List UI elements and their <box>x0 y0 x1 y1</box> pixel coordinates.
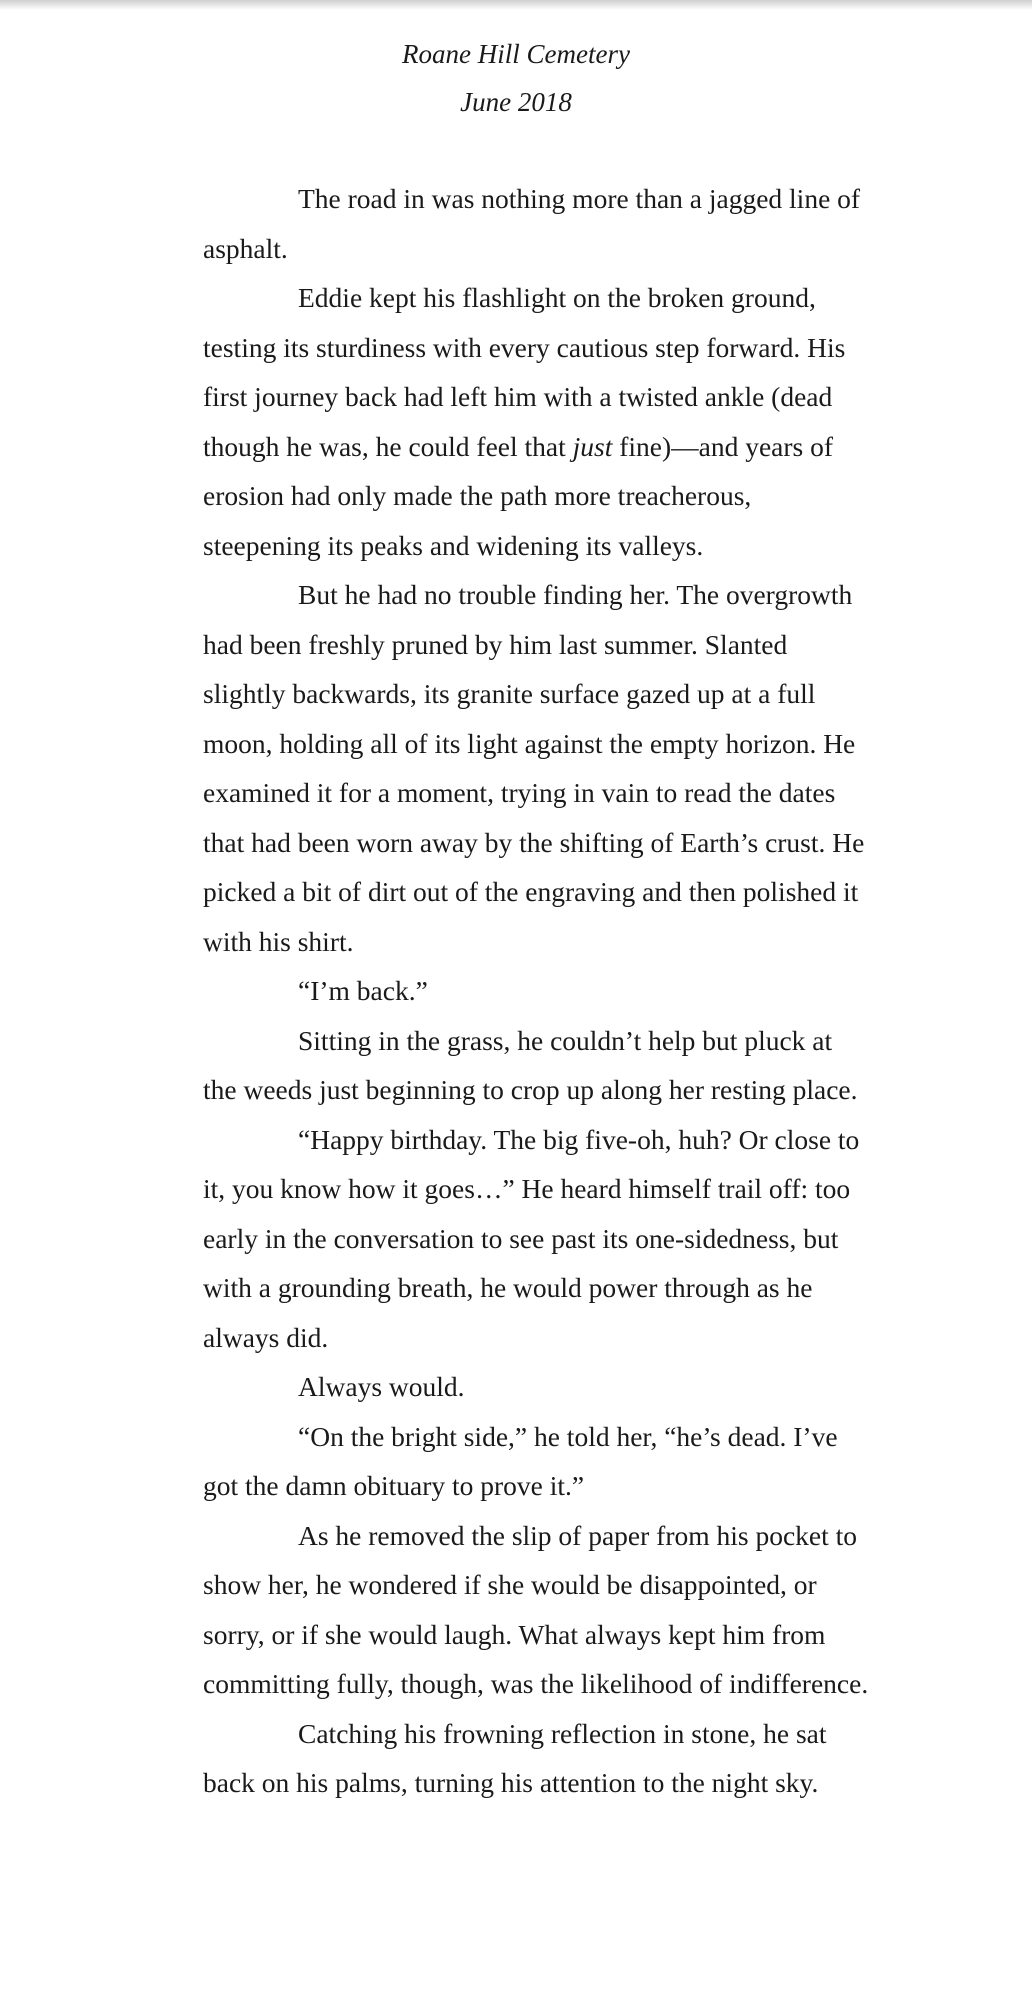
header-date: June 2018 <box>460 87 572 117</box>
paragraph-text: Eddie kept his flashlight on the broken ground, testing its sturdiness with every cautious step forward. His first journey back had left him with a twisted ankle (dead though he was, he could feel that <box>203 282 846 462</box>
emphasis-text: just <box>572 430 613 462</box>
paragraph: Sitting in the grass, he couldn’t help but pluck at the weeds just beginning to crop up along her resting place. <box>203 1024 858 1105</box>
header-location: Roane Hill Cemetery <box>402 39 630 69</box>
chapter-header <box>0 30 1032 126</box>
paragraph: “On the bright side,” he told her, “he’s dead. I’ve got the damn obituary to prove it.” <box>203 1420 838 1501</box>
paragraph: Catching his frowning reflection in stone, he sat back on his palms, turning his attention to the night sky. <box>203 1717 827 1798</box>
paragraph: “Happy birthday. The big five-oh, huh? Or close to it, you know how it goes…” He heard himself trail off: too early in the conversation to see past its one-sidedness, but with a grounding breath, he would power through as he always did. <box>203 1123 860 1353</box>
paragraph: “I’m back.” <box>298 975 428 1006</box>
paragraph: The road in was nothing more than a jagged line of asphalt. <box>203 183 861 264</box>
paragraph <box>203 273 869 570</box>
paragraph-text: fine)—and years of erosion had only made the path more treacherous, steepening its peaks and widening its valleys. <box>203 430 834 561</box>
top-edge-shadow <box>0 0 1032 10</box>
paragraph: But he had no trouble finding her. The overgrowth had been freshly pruned by him last summer. Slanted slightly backwards, its granite surface gazed up at a full moon, holding all of its light against the empty horizon. He examined it for a moment, trying in vain to read the dates that had been worn away by the shifting of Earth’s crust. He picked a bit of dirt out of the engraving and then polished it with his shirt. <box>203 579 865 957</box>
paragraph: Always would. <box>298 1371 465 1402</box>
paragraph: As he removed the slip of paper from his pocket to show her, he wondered if she would be disappointed, or sorry, or if she would laugh. What always kept him from committing fully, though, was the likelihood of indifference. <box>203 1519 869 1699</box>
story-body <box>203 174 869 1808</box>
